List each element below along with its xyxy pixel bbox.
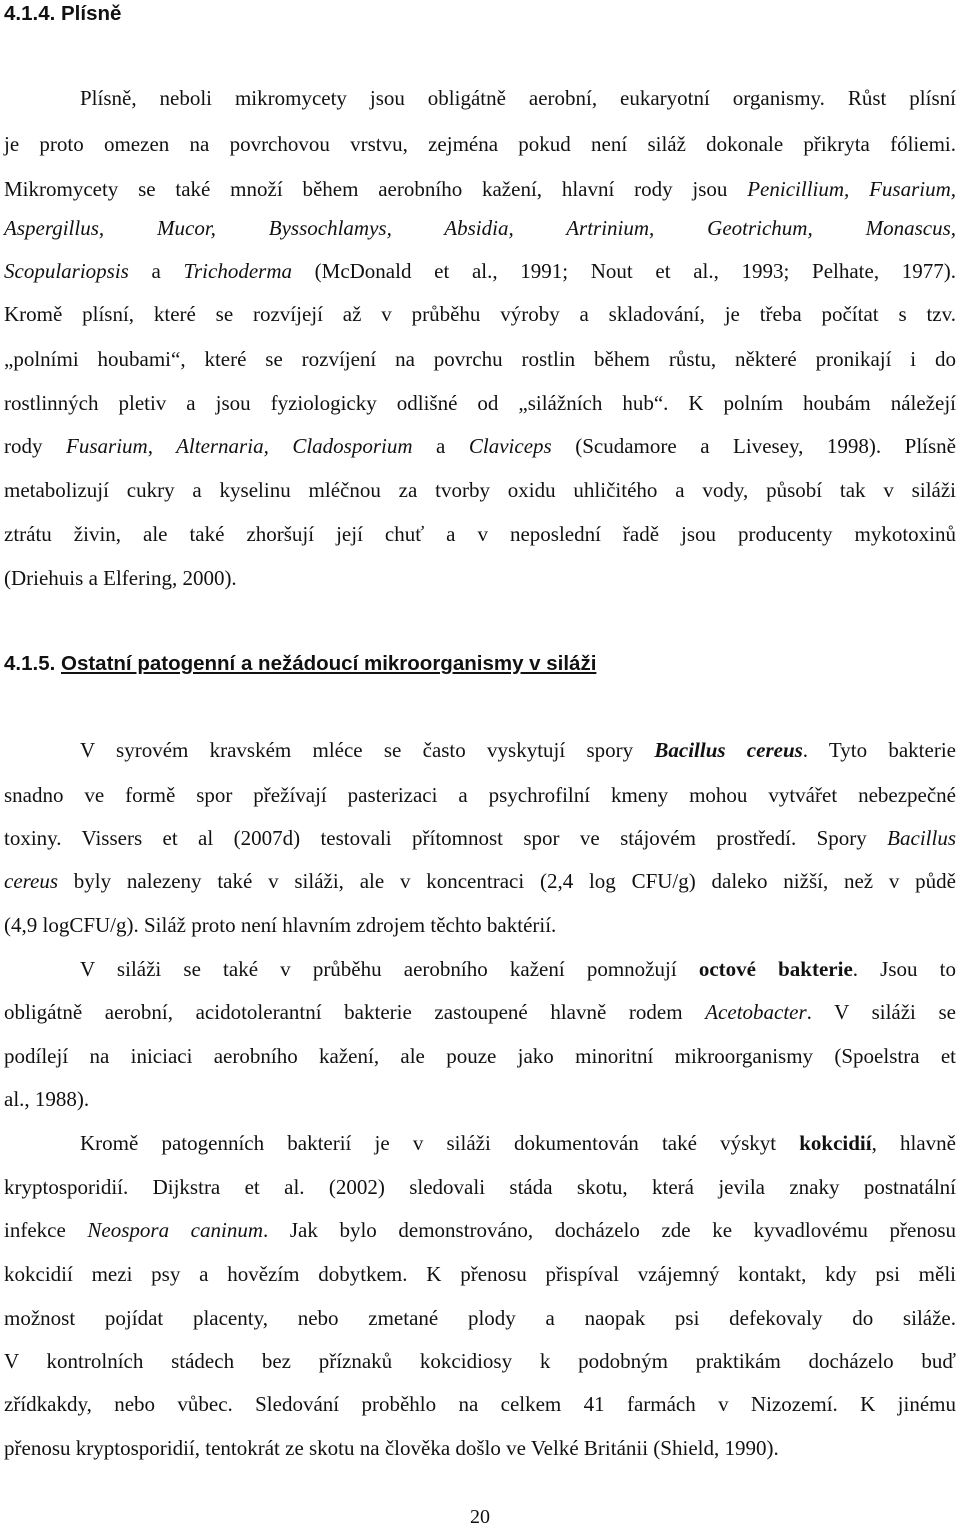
- section-number: 4.1.5.: [4, 652, 56, 675]
- section-title: Ostatní patogenní a nežádoucí mikroorganismy v siláži: [61, 652, 597, 675]
- paragraph-line: rostlinných pletiv a jsou fyziologicky odlišné od „silážních hub“. K polním houbám náležejí: [4, 391, 956, 415]
- paragraph-line: rody Fusarium, Alternaria, Cladosporium a Claviceps (Scudamore a Livesey, 1998). Plísně: [4, 434, 957, 458]
- paragraph-line: kryptosporidií. Dijkstra et al. (2002) sledovali stáda skotu, která jevila znaky postnatální: [4, 1175, 956, 1199]
- paragraph-line: toxiny. Vissers et al (2007d) testovali přítomnost spor ve stájovém prostředí. Spory Bacillus: [4, 826, 956, 850]
- paragraph-line: V syrovém kravském mléce se často vyskytují spory Bacillus cereus. Tyto bakterie: [80, 738, 956, 762]
- paragraph-line: cereus byly nalezeny také v siláži, ale v koncentraci (2,4 log CFU/g) daleko nižší, než v půdě: [4, 869, 956, 893]
- paragraph-line: zřídkakdy, nebo vůbec. Sledování proběhlo na celkem 41 farmách v Nizozemí. K jinému: [4, 1392, 956, 1416]
- paragraph-line: V siláži se také v průběhu aerobního kažení pomnožují octové bakterie. Jsou to: [80, 957, 956, 981]
- paragraph-line: přenosu kryptosporidií, tentokrát ze skotu na člověka došlo ve Velké Británii (Shield, 1990).: [4, 1436, 779, 1460]
- paragraph-line: možnost pojídat placenty, nebo zmetané plody a naopak psi defekovaly do siláže.: [4, 1306, 956, 1330]
- section-number: 4.1.4.: [4, 2, 56, 25]
- paragraph-line: obligátně aerobní, acidotolerantní bakterie zastoupené hlavně rodem Acetobacter. V siláži se: [4, 1000, 957, 1024]
- paragraph-line: al., 1988).: [4, 1087, 90, 1111]
- paragraph-line: Plísně, neboli mikromycety jsou obligátně aerobní, eukaryotní organismy. Růst plísní: [80, 86, 956, 110]
- paragraph-line: Aspergillus, Mucor, Byssochlamys, Absidia, Artrinium, Geotrichum, Monascus,: [4, 216, 956, 240]
- paragraph-line: „polními houbami“, které se rozvíjení na povrchu rostlin během růstu, některé pronikají i do: [4, 347, 956, 371]
- paragraph-line: metabolizují cukry a kyselinu mléčnou za tvorby oxidu uhličitého a vody, působí tak v siláži: [4, 478, 956, 502]
- paragraph-line: ztrátu živin, ale také zhoršují její chuť a v neposlední řadě jsou producenty mykotoxinů: [4, 522, 956, 546]
- paragraph-line: kokcidií mezi psy a hovězím dobytkem. K přenosu přispíval vzájemný kontakt, kdy psi měli: [4, 1262, 956, 1286]
- paragraph-line: Scopulariopsis a Trichoderma (McDonald et al., 1991; Nout et al., 1993; Pelhate, 1977).: [4, 259, 956, 283]
- paragraph-line: Mikromycety se také množí během aerobního kažení, hlavní rody jsou Penicillium, Fusarium,: [4, 177, 956, 201]
- paragraph-line: Kromě patogenních bakterií je v siláži dokumentován také výskyt kokcidií, hlavně: [80, 1131, 956, 1155]
- paragraph-line: V kontrolních stádech bez příznaků kokcidiosy k podobným praktikám docházelo buď: [4, 1349, 956, 1373]
- section-heading-4-1-5: [4, 652, 596, 676]
- paragraph-line: Kromě plísní, které se rozvíjejí až v průběhu výroby a skladování, je třeba počítat s tzv.: [4, 302, 956, 326]
- paragraph-line: podílejí na iniciaci aerobního kažení, ale pouze jako minoritní mikroorganismy (Spoelstra et: [4, 1044, 956, 1068]
- page-number: 20: [470, 1506, 490, 1528]
- section-title: Plísně: [61, 2, 122, 25]
- section-heading-4-1-4: [4, 2, 121, 26]
- paragraph-line: je proto omezen na povrchovou vrstvu, zejména pokud není siláž dokonale přikryta fóliemi.: [4, 132, 956, 156]
- paragraph-line: (4,9 logCFU/g). Siláž proto není hlavním zdrojem těchto baktérií.: [4, 913, 557, 937]
- paragraph-line: (Driehuis a Elfering, 2000).: [4, 566, 237, 590]
- paragraph-line: infekce Neospora caninum. Jak bylo demonstrováno, docházelo zde ke kyvadlovému přenosu: [4, 1218, 957, 1242]
- paragraph-line: snadno ve formě spor přežívají pasterizaci a psychrofilní kmeny mohou vytvářet nebezpečné: [4, 783, 956, 807]
